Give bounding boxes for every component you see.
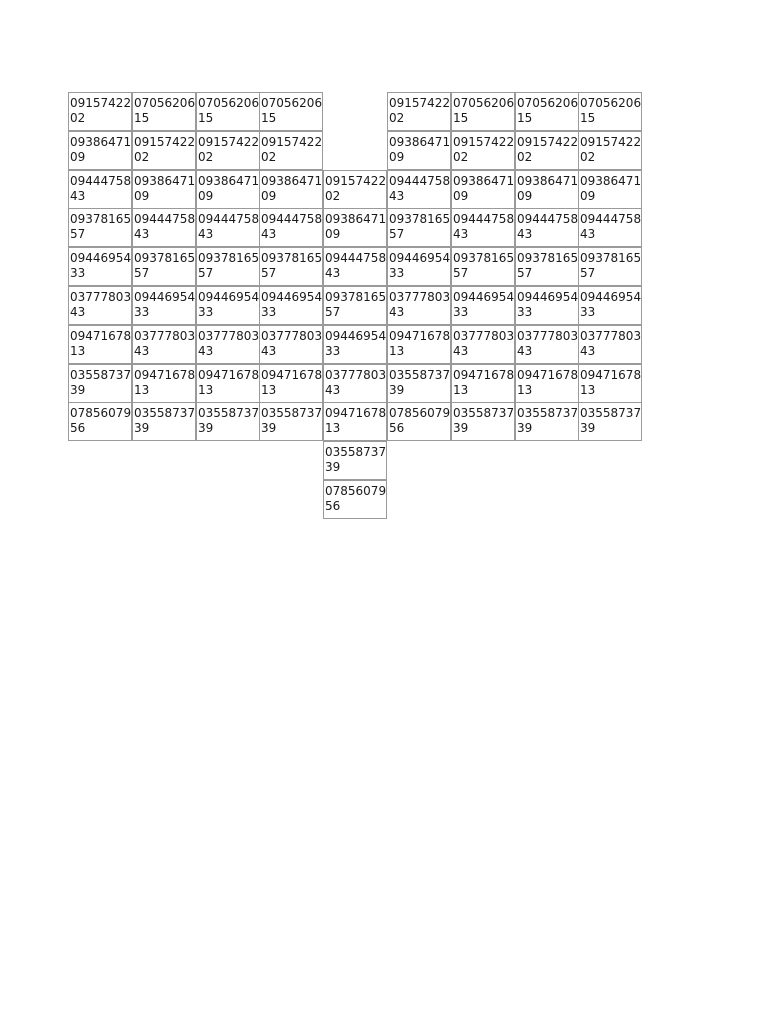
table-cell: 09386471 09: [196, 170, 260, 209]
table-cell: 09386471 09: [387, 131, 451, 170]
table-cell: 07856079 56: [323, 480, 387, 519]
table-cell: 07056206 15: [196, 92, 260, 131]
table-cell: 09471678 13: [132, 364, 196, 403]
table-cell: 09471678 13: [196, 364, 260, 403]
table-cell: 03777803 43: [323, 364, 387, 403]
table-cell: 03558737 39: [196, 402, 260, 441]
table-cell: 09444758 43: [68, 170, 132, 209]
table-cell: 09378165 57: [578, 247, 642, 286]
table-cell: 03777803 43: [515, 325, 579, 364]
table-cell: 09157422 02: [259, 131, 323, 170]
table-cell: 09446954 33: [515, 286, 579, 325]
table-cell: 09378165 57: [451, 247, 515, 286]
table-cell: 07056206 15: [451, 92, 515, 131]
table-cell: 09386471 09: [259, 170, 323, 209]
table-cell: 09444758 43: [132, 208, 196, 247]
table-cell: 09471678 13: [323, 402, 387, 441]
table-cell: 09157422 02: [323, 170, 387, 209]
table-cell: 09444758 43: [515, 208, 579, 247]
table-cell: 03558737 39: [259, 402, 323, 441]
table-cell: 09444758 43: [578, 208, 642, 247]
table-cell: 09378165 57: [259, 247, 323, 286]
table-cell: 09378165 57: [387, 208, 451, 247]
table-cell: 03777803 43: [387, 286, 451, 325]
table-cell: 09386471 09: [132, 170, 196, 209]
table-cell: 03558737 39: [68, 364, 132, 403]
table-cell: 03558737 39: [387, 364, 451, 403]
table-cell: 09378165 57: [68, 208, 132, 247]
table-cell: 09446954 33: [196, 286, 260, 325]
table-cell: 09444758 43: [387, 170, 451, 209]
table-cell: 09471678 13: [387, 325, 451, 364]
table-cell: 09471678 13: [451, 364, 515, 403]
table-cell: 09157422 02: [515, 131, 579, 170]
table-cell: 03558737 39: [323, 441, 387, 480]
table-cell: 03777803 43: [68, 286, 132, 325]
table-cell: 09386471 09: [323, 208, 387, 247]
table-cell: 07056206 15: [515, 92, 579, 131]
table-cell: 09444758 43: [259, 208, 323, 247]
table-cell: 07056206 15: [132, 92, 196, 131]
table-cell: 07856079 56: [68, 402, 132, 441]
table-cell: 09471678 13: [515, 364, 579, 403]
table-cell: 09157422 02: [132, 131, 196, 170]
table-cell: 03777803 43: [451, 325, 515, 364]
table-cell: 09378165 57: [515, 247, 579, 286]
table-cell: 09386471 09: [578, 170, 642, 209]
table-cell: 09386471 09: [68, 131, 132, 170]
table-cell: 09471678 13: [578, 364, 642, 403]
table-cell: 03558737 39: [451, 402, 515, 441]
table-cell: 03558737 39: [578, 402, 642, 441]
table-cell: 09446954 33: [578, 286, 642, 325]
table-cell: 03777803 43: [196, 325, 260, 364]
table-cell: 09446954 33: [68, 247, 132, 286]
table-cell: 09471678 13: [68, 325, 132, 364]
table-cell: 07056206 15: [578, 92, 642, 131]
table-cell: 09157422 02: [578, 131, 642, 170]
table-cell: 09446954 33: [323, 325, 387, 364]
table-cell: 09386471 09: [451, 170, 515, 209]
table-cell: 09446954 33: [451, 286, 515, 325]
table-cell: 09157422 02: [196, 131, 260, 170]
table-cell: 03777803 43: [132, 325, 196, 364]
table-cell: 09157422 02: [387, 92, 451, 131]
table-cell: 09444758 43: [451, 208, 515, 247]
table-cell: 09446954 33: [132, 286, 196, 325]
table-cell: 09157422 02: [451, 131, 515, 170]
table-cell: 09378165 57: [132, 247, 196, 286]
table-cell: 09446954 33: [259, 286, 323, 325]
table-cell: 09378165 57: [323, 286, 387, 325]
table-cell: 09386471 09: [515, 170, 579, 209]
table-cell: 09157422 02: [68, 92, 132, 131]
table-cell: 09378165 57: [196, 247, 260, 286]
table-cell: 09444758 43: [196, 208, 260, 247]
table-cell: 03777803 43: [578, 325, 642, 364]
table-cell: 07056206 15: [259, 92, 323, 131]
table-cell: 03558737 39: [132, 402, 196, 441]
table-cell: 09446954 33: [387, 247, 451, 286]
table-cell: 09444758 43: [323, 247, 387, 286]
table-cell: 07856079 56: [387, 402, 451, 441]
table-cell: 03777803 43: [259, 325, 323, 364]
table-cell: 03558737 39: [515, 402, 579, 441]
table-cell: 09471678 13: [259, 364, 323, 403]
